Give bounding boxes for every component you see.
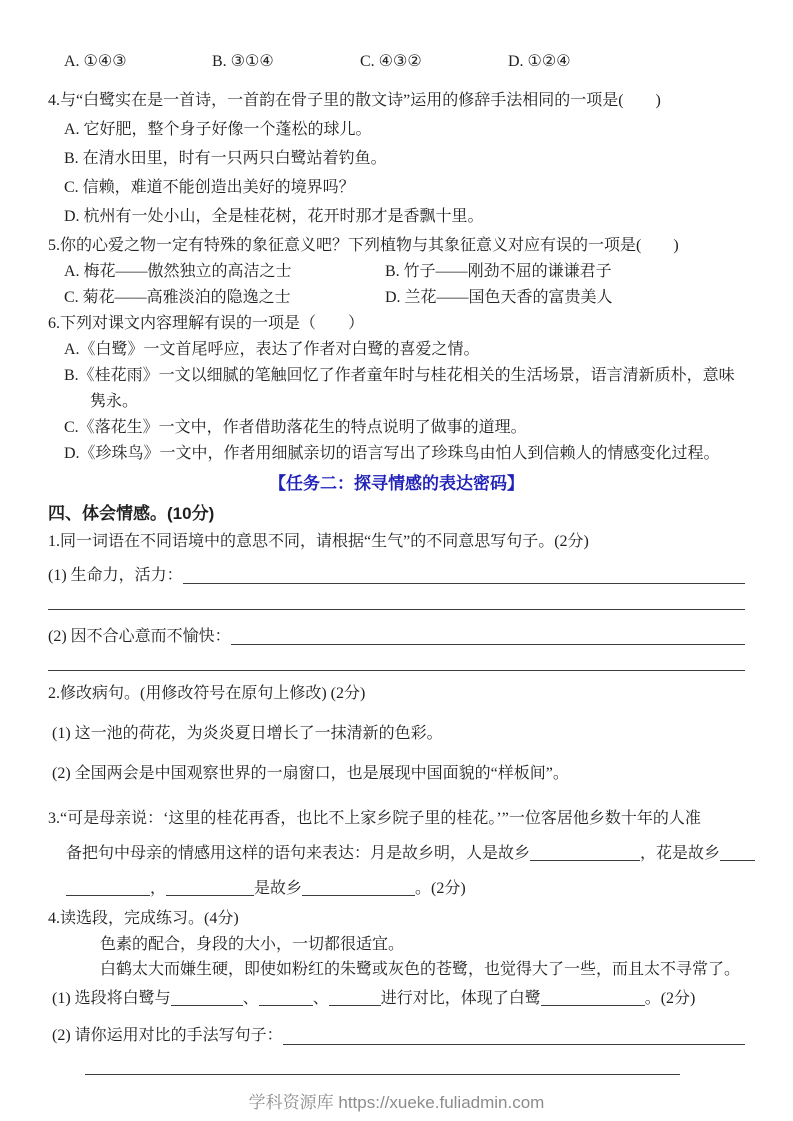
answer-line xyxy=(48,648,745,671)
s4-q4-item1 xyxy=(52,986,745,1011)
s4-q3-line2 xyxy=(66,836,745,871)
s4-q2-item2: (2) 全国两会是中国观察世界的一扇窗口，也是展现中国面貌的“样板间”。 xyxy=(52,765,569,782)
blank-underline xyxy=(530,845,640,861)
s4-q2-item1: (1) 这一池的荷花，为炎炎夏日增长了一抹清新的色彩。 xyxy=(52,725,443,742)
s4-q2-stem: 2.修改病句。(用修改符号在原句上修改) (2分) xyxy=(48,685,366,702)
answer-line xyxy=(85,1048,680,1075)
s4-q3-line2-text1: 备把句中母亲的情感用这样的语句来表达：月是故乡明，人是故乡 xyxy=(66,845,531,862)
s4-q3-line3-text1: ， xyxy=(150,880,167,897)
s4-q1-item1 xyxy=(48,565,745,587)
question-5-options-row-2 xyxy=(48,285,745,311)
option-a: A. ①④③ xyxy=(64,53,127,70)
blank-underline xyxy=(329,990,381,1006)
s4-q3-line3 xyxy=(66,871,745,906)
s4-q4-item1-text2: 、 xyxy=(242,990,259,1007)
blank-underline xyxy=(720,845,755,861)
section-4-title: 四、体会情感。(10分) xyxy=(48,504,215,523)
blank-underline xyxy=(166,880,254,896)
s4-q3-line3-text3: 。(2分) xyxy=(415,880,466,897)
option-c: C. ④③② xyxy=(360,53,422,70)
answer-line xyxy=(48,587,745,610)
question-4-stem: 4.与“白鹭实在是一首诗，一首韵在骨子里的散文诗”运用的修辞手法相同的一项是( ) xyxy=(48,92,661,109)
blank-underline xyxy=(283,1023,745,1045)
blank-underline xyxy=(171,990,243,1006)
blank-underline xyxy=(541,990,645,1006)
question-5-option-d: D. 兰花——国色天香的富贵美人 xyxy=(385,289,613,306)
question-4-option-b: B. 在清水田里，时有一只两只白鹭站着钓鱼。 xyxy=(64,150,387,167)
question-6-option-d: D.《珍珠鸟》一文中，作者用细腻亲切的语言写出了珍珠鸟由怕人到信赖人的情感变化过程。 xyxy=(64,445,720,462)
question-5-option-b: B. 竹子——刚劲不屈的谦谦君子 xyxy=(385,263,612,280)
s4-q1-stem: 1.同一词语在不同语境中的意思不同，请根据“生气”的不同意思写句子。(2分) xyxy=(48,533,589,550)
s4-q4-item1-text1: (1) 选段将白鹭与 xyxy=(52,990,171,1007)
s4-q4-passage-line2: 白鹤太大而嫌生硬，即使如粉红的朱鹭或灰色的苍鹭，也觉得大了一些，而且太不寻常了。 xyxy=(100,961,741,978)
s4-q4-item1-text4: 进行对比，体现了白鹭 xyxy=(380,990,541,1007)
question-4-option-d: D. 杭州有一处小山，全是桂花树，花开时那才是香飘十里。 xyxy=(64,208,484,225)
question-6-stem: 6.下列对课文内容理解有误的一项是（ ） xyxy=(48,315,365,332)
s4-q4-item2-label: (2) 请你运用对比的手法写句子： xyxy=(52,1027,283,1044)
question-6-option-a: A.《白鹭》一文首尾呼应，表达了作者对白鹭的喜爱之情。 xyxy=(64,341,480,358)
question-5-options-row-1 xyxy=(48,259,745,285)
s4-q1-item2 xyxy=(48,626,745,648)
blank-underline xyxy=(302,880,415,896)
s4-q1-item2-label: (2) 因不合心意而不愉快： xyxy=(48,628,231,645)
s4-q3-line3-text2: 是故乡 xyxy=(254,880,303,897)
prev-question-options-row xyxy=(64,50,745,74)
question-6-option-b: B.《桂花雨》一文以细腻的笔触回忆了作者童年时与桂花相关的生活场景，语言清新质朴，意味隽永。 xyxy=(64,367,735,410)
s4-q4-stem: 4.读选段，完成练习。(4分) xyxy=(48,910,239,927)
s4-q1-item1-label: (1) 生命力，活力： xyxy=(48,567,183,584)
option-d: D. ①②④ xyxy=(508,53,571,70)
s4-q4-item2 xyxy=(52,1023,745,1048)
question-5-option-a: A. 梅花——傲然独立的高洁之士 xyxy=(64,263,292,280)
footer-watermark: 学科资源库 https://xueke.fuliadmin.com xyxy=(248,1093,545,1112)
blank-underline xyxy=(183,565,745,584)
task2-heading: 【任务二：探寻情感的表达密码】 xyxy=(269,474,524,493)
option-b: B. ③①④ xyxy=(212,53,274,70)
question-5-option-c: C. 菊花——高雅淡泊的隐逸之士 xyxy=(64,289,291,306)
blank-underline xyxy=(259,990,313,1006)
s4-q4-item1-text5: 。(2分) xyxy=(644,990,696,1007)
blank-underline xyxy=(66,880,150,896)
s4-q3-line2-text2: ，花是故乡 xyxy=(640,845,721,862)
question-6-option-c: C.《落花生》一文中，作者借助落花生的特点说明了做事的道理。 xyxy=(64,419,527,436)
s4-q3-line1: 3.“可是母亲说：‘这里的桂花再香，也比不上家乡院子里的桂花。’”一位客居他乡数十年的人准 xyxy=(48,810,701,827)
question-5-stem: 5.你的心爱之物一定有特殊的象征意义吧？下列植物与其象征意义对应有误的一项是( ) xyxy=(48,237,679,254)
blank-underline xyxy=(231,626,745,645)
question-4-option-a: A. 它好肥，整个身子好像一个蓬松的球儿。 xyxy=(64,121,372,138)
question-4-option-c: C. 信赖，难道不能创造出美好的境界吗？ xyxy=(64,179,355,196)
s4-q4-passage-line1: 色素的配合，身段的大小，一切都很适宜。 xyxy=(100,936,405,953)
s4-q4-item1-text3: 、 xyxy=(312,990,329,1007)
